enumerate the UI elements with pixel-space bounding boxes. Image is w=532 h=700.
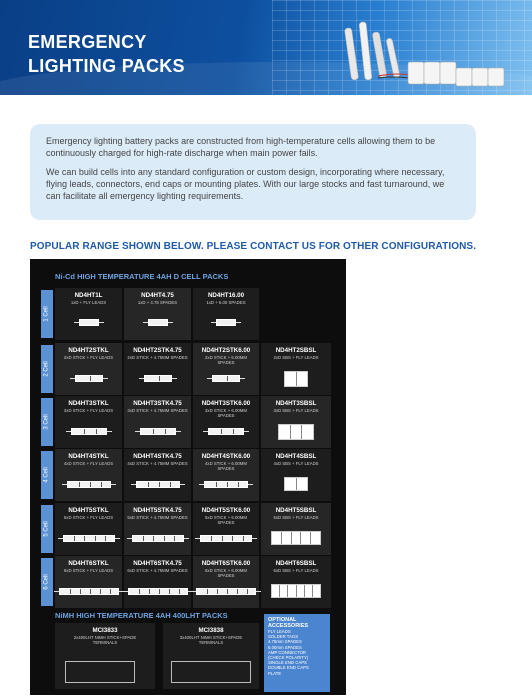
cell-segment (272, 532, 282, 544)
optional-accessories-list (268, 629, 326, 676)
cell-divider (101, 482, 102, 487)
accessory-item: PLATE (268, 670, 282, 676)
cell-divider (227, 589, 228, 594)
product-cell (124, 396, 191, 448)
product-cell (124, 288, 191, 340)
cell-segment (285, 372, 297, 386)
stick-pack-image (71, 428, 107, 435)
product-description: 6xD STICK + 6.00MM SPADES (205, 568, 247, 578)
product-description: 4xD STICK + 4.75MM SPADES (127, 461, 188, 466)
cell-divider (96, 429, 97, 434)
cell-divider (222, 536, 223, 541)
product-cell (55, 343, 122, 395)
product-code: ND4HT4.75 (141, 292, 174, 299)
intro-paragraph-2: We can build cells into any standard configuration or custom design, incorporating where necessary, flying leads, connectors, end caps or mounting plates. With our large stocks and fast turnaround, we can facilitate all emergency lighting requirements. (46, 167, 445, 201)
product-cell (124, 449, 191, 501)
product-code: ND4HT5STKL (68, 507, 109, 514)
cell-divider (153, 536, 154, 541)
cell-divider (95, 536, 96, 541)
product-description: 2xD STICK + FLY LEADS (63, 355, 114, 360)
stick-pack-image (75, 375, 103, 382)
stick-pack-image (144, 375, 172, 382)
product-code: ND4HT6SBSL (275, 560, 317, 567)
product-code: ND4HT6STKL (68, 560, 109, 567)
stick-pack-image (208, 428, 244, 435)
row-label-tab (41, 398, 53, 446)
accessory-item: SINGLE END CAPS (268, 660, 307, 666)
product-cell (193, 396, 259, 448)
page-title (28, 30, 185, 78)
stick-pack-image (63, 535, 115, 542)
pack-outline (171, 661, 251, 683)
product-description: 2xD STICK + 6.00MM SPADES (205, 355, 247, 365)
cell-segment (285, 478, 297, 490)
product-description: 4xD SBS + FLY LEADS (273, 461, 319, 466)
product-description: 2x400LHT NIMH STICK+SPADE TERMINALS (73, 635, 137, 645)
cell-divider (238, 482, 239, 487)
side-by-side-pack-image (278, 424, 314, 440)
product-code: MCI3838 (198, 627, 224, 634)
stick-pack-image (136, 481, 180, 488)
optional-title-2: ACCESSORIES (268, 623, 309, 629)
row-label-tab (41, 451, 53, 499)
cell-divider (90, 589, 91, 594)
cell-divider (149, 589, 150, 594)
cell-divider (70, 589, 71, 594)
accessory-item: SOLDER TAGS (268, 634, 299, 640)
product-code: ND4HT6STK4.75 (133, 560, 182, 567)
row-label: 4 Cell (44, 467, 50, 483)
product-description: 2xD SBS + FLY LEADS (273, 355, 319, 360)
stick-pack-image (148, 319, 168, 326)
product-code: ND4HT2STK6.00 (201, 347, 251, 354)
product-code: MCI3833 (92, 627, 118, 634)
row-label: 3 Cell (44, 414, 50, 430)
cell-segment (291, 425, 303, 439)
cell-segment (292, 532, 302, 544)
row-label: 6 Cell (44, 574, 50, 590)
cell-divider (105, 536, 106, 541)
product-description: 3x400LHT NIMH STICK+SPADE TERMINALS (179, 635, 243, 645)
stick-pack-image (204, 481, 248, 488)
nimh-section-title: NiMH HIGH TEMPERATURE 4AH 400LHT PACKS (55, 611, 228, 620)
cell-divider (148, 482, 149, 487)
stick-pack-image (79, 319, 99, 326)
stick-pack-image (128, 588, 188, 595)
product-cell (193, 343, 259, 395)
cell-segment (297, 478, 308, 490)
row-label: 2 Cell (44, 361, 50, 377)
cell-divider (153, 429, 154, 434)
cell-divider (84, 429, 85, 434)
title-line-2: LIGHTING PACKS (28, 56, 185, 76)
product-cell (55, 556, 122, 608)
nimh-product-2 (163, 623, 259, 689)
intro-box (30, 124, 476, 220)
product-cell (55, 449, 122, 501)
product-cell (124, 556, 191, 608)
cell-divider (170, 482, 171, 487)
nimh-product-1 (55, 623, 155, 689)
cell-divider (110, 589, 111, 594)
product-cell (193, 288, 259, 340)
cell-divider (159, 482, 160, 487)
cell-segment (297, 372, 308, 386)
row-label: 1 Cell (44, 306, 50, 322)
cell-divider (211, 536, 212, 541)
product-code: ND4HT4STK6.00 (201, 453, 251, 460)
product-code: ND4HT16.00 (207, 292, 245, 299)
cell-divider (159, 376, 160, 381)
product-code: ND4HT3STK6.00 (201, 400, 251, 407)
optional-accessories-box (264, 614, 330, 692)
product-cell (261, 503, 331, 555)
cell-divider (221, 429, 222, 434)
intro-paragraph-1: Emergency lighting battery packs are constructed from high-temperature cells allowing them to be continuously charged for high-rate discharge when main power fails. (46, 136, 436, 158)
cell-divider (74, 536, 75, 541)
row-label-tab (41, 558, 53, 606)
product-description: 3xD STICK + 4.75MM SPADES (127, 408, 188, 413)
cell-segment (282, 532, 292, 544)
product-description: 2xD STICK + 4.75MM SPADES (127, 355, 188, 360)
stick-pack-image (132, 535, 184, 542)
product-code: ND4HT3SBSL (275, 400, 317, 407)
product-cell (193, 556, 259, 608)
product-code: ND4HT5SBSL (275, 507, 317, 514)
cell-segment (279, 425, 291, 439)
cell-divider (169, 589, 170, 594)
cell-divider (80, 589, 81, 594)
product-code: ND4HT2STK4.75 (133, 347, 182, 354)
product-description: 3xD STICK + 6.00MM SPADES (205, 408, 247, 418)
product-code: ND4HT5STK6.00 (201, 507, 251, 514)
cell-divider (90, 376, 91, 381)
product-code: ND4HT4STK4.75 (133, 453, 182, 460)
cell-divider (247, 589, 248, 594)
side-by-side-pack-image (284, 371, 308, 387)
cell-segment (288, 585, 296, 597)
cell-segment (302, 425, 313, 439)
cell-divider (216, 482, 217, 487)
product-cell (55, 503, 122, 555)
product-code: ND4HT4SBSL (275, 453, 317, 460)
pack-outline (65, 661, 135, 683)
optional-title-1: OPTIONAL (268, 617, 297, 623)
cell-divider (143, 536, 144, 541)
stick-pack-image (216, 319, 236, 326)
cell-segment (280, 585, 288, 597)
product-cell (193, 503, 259, 555)
product-description: 5xD STICK + 4.75MM SPADES (127, 515, 188, 520)
side-by-side-pack-image (271, 531, 321, 545)
cell-segment (305, 585, 313, 597)
accessory-item: FLY LEADS (268, 629, 291, 634)
row-label-tab (41, 290, 53, 338)
cell-segment (313, 585, 320, 597)
row-label: 5 Cell (44, 521, 50, 537)
product-cell (124, 503, 191, 555)
row-label-tab (41, 505, 53, 553)
product-description: 1xD + 4.75 SPADES (137, 300, 178, 305)
row-label-tab (41, 345, 53, 393)
product-code: ND4HT1L (74, 292, 103, 299)
product-code: ND4HT6STK6.00 (201, 560, 251, 567)
accessory-item: 6.00mm SPADES (268, 644, 302, 650)
stick-pack-image (196, 588, 256, 595)
cell-segment (297, 585, 305, 597)
product-code: ND4HT3STK4.75 (133, 400, 182, 407)
cell-divider (174, 536, 175, 541)
product-code: ND4HT2STKL (68, 347, 109, 354)
cell-divider (165, 429, 166, 434)
cell-divider (227, 376, 228, 381)
product-code: ND4HT2SBSL (275, 347, 317, 354)
product-cell (193, 449, 259, 501)
cell-divider (90, 482, 91, 487)
product-description: 5xD SBS + FLY LEADS (273, 515, 319, 520)
battery-tubes-image (338, 18, 528, 90)
product-cell (261, 556, 331, 608)
cell-segment (301, 532, 311, 544)
accessory-item: (CHECK POLARITY) (268, 655, 309, 661)
cell-divider (100, 589, 101, 594)
cell-segment (272, 585, 280, 597)
product-description: 3xD SBS + FLY LEADS (273, 408, 319, 413)
stick-pack-image (212, 375, 240, 382)
stick-pack-image (59, 588, 119, 595)
cell-divider (207, 589, 208, 594)
cell-divider (243, 536, 244, 541)
nicd-section-title: Ni-Cd HIGH TEMPERATURE 4AH D CELL PACKS (55, 272, 229, 281)
product-description: 4xD STICK + 6.00MM SPADES (205, 461, 247, 471)
accessory-item: AMP CONNECTOR (268, 649, 307, 655)
accessory-item: DOUBLE END CAPS (268, 665, 309, 671)
product-description: 6xD STICK + FLY LEADS (63, 568, 114, 573)
accessory-item: 4.75mm SPADES (268, 639, 302, 645)
product-description: 4xD STICK + FLY LEADS (63, 461, 114, 466)
product-description: 3xD STICK + FLY LEADS (63, 408, 114, 413)
header-banner (0, 0, 532, 95)
cell-divider (164, 536, 165, 541)
product-table (30, 259, 346, 695)
cell-divider (237, 589, 238, 594)
product-description: 5xD STICK + FLY LEADS (63, 515, 114, 520)
cell-divider (233, 429, 234, 434)
popular-range-heading: POPULAR RANGE SHOWN BELOW. PLEASE CONTACT US FOR OTHER CONFIGURATIONS. (30, 241, 477, 252)
product-code: ND4HT4STKL (68, 453, 109, 460)
product-description: 1xD + FLY LEADS (70, 300, 107, 305)
product-cell (55, 396, 122, 448)
product-cell (124, 343, 191, 395)
cell-divider (179, 589, 180, 594)
cell-divider (79, 482, 80, 487)
product-code: ND4HT3STKL (68, 400, 109, 407)
stick-pack-image (140, 428, 176, 435)
product-description: 6xD STICK + 4.75MM SPADES (127, 568, 188, 573)
cell-divider (217, 589, 218, 594)
cell-divider (227, 482, 228, 487)
title-line-1: EMERGENCY (28, 32, 147, 52)
product-description: 5xD STICK + 6.00MM SPADES (205, 515, 247, 525)
stick-pack-image (200, 535, 252, 542)
cell-divider (159, 589, 160, 594)
cell-divider (232, 536, 233, 541)
product-cell (55, 288, 122, 340)
product-code: ND4HT5STK4.75 (133, 507, 182, 514)
product-cell (261, 449, 331, 501)
product-description: 1xD + 6.00 SPADES (206, 300, 246, 305)
side-by-side-pack-image (284, 477, 308, 491)
stick-pack-image (67, 481, 111, 488)
cell-divider (139, 589, 140, 594)
cell-segment (311, 532, 320, 544)
product-cell (261, 396, 331, 448)
product-cell (261, 343, 331, 395)
product-description: 6xD SBS + FLY LEADS (273, 568, 319, 573)
cell-divider (84, 536, 85, 541)
side-by-side-pack-image (271, 584, 321, 598)
